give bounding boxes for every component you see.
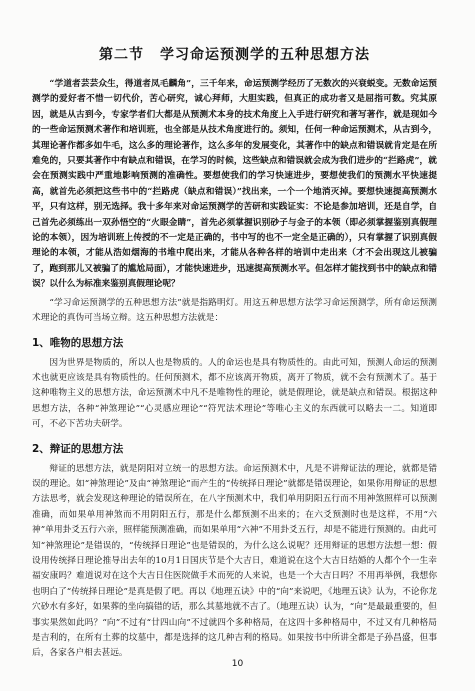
chapter-title <box>32 44 437 64</box>
page-number: 10 <box>231 659 244 669</box>
methods-paragraph: “学习命运预测学的五种思想方法”就是指路明灯。用这五种思想方法学习命运预测学，所有命运预测术理论的真伪可当场立辩。这五种思想方法就是： <box>32 297 437 324</box>
section-heading-dialectical: 2、辩证的思想方法 <box>32 442 124 455</box>
section-title: 学习命运预测学的五种思想方法 <box>160 47 370 63</box>
section-heading-materialist: 1、唯物的思想方法 <box>32 336 124 349</box>
section-text-dialectical: 辩证的思想方法，就是阴阳对立统一的思想方法。命运预测术中，凡是不讲辩证法的理论，就都是错误的理论。如“神煞理论”及由“神煞理论”而产生的“传统择日理论”就都是错误理论，如果你用辩证的思想方法思考，就会发现这种理论的错误所在，在八字预测术中，我们单用阴阳五行而不用神煞照样可以预测准确，而如果单用神煞而不用阴阳五行，那是什么都预测不出来的；在六爻预测时也是这样，不用“六神”单用卦爻五行六亲，照样能预测准确，而如果单用“六神”不用卦爻五行，却是不能进行预测的。由此可知“神煞理论”是错误的，“传统择日理论”也是错误的，为什么这么说呢？还用辩证的思想方法想一想：假设用传统择日理论推导出去年的10月1日国庆节是个大吉日，难道说在这个大吉日结婚的人都个个一生幸福安康吗？难道说对在这个大吉日住医院做手术而死的人来说，也是一个大吉日吗？不用再举例，我想你也明白了“传统择日理论”是真是假了吧。再以《地理五诀》中的“向”来说吧，《地理五诀》认为，不论你龙穴砂水有多好，如果葬的坐向搞错的话，那么其墓地就不吉了。（地理五诀）认为，“向”是最最重要的，但事实果然如此吗？“向”不过有“廿四山向”不过就四个多种格局，在这四十多种格局中，不过又有几种格局是吉利的，在所有土葬的坟墓中，都是选择的这几种吉利的格局。如果按书中所讲全都是子孙昌盛，但事后，各家各户相去甚远。 <box>32 463 437 659</box>
section-number: 第二节 <box>99 47 144 63</box>
intro-paragraph: “学道者芸芸众生，得道者凤毛麟角”，三千年来，命运预测学经历了无数次的兴衰蜕变。无数命运预测学的爱好者不惜一切代价，苦心研究，诚心拜师，大胆实践，但真正的成功者又是屈指可数。究其原因，就是从古到今，专家学者们大都是从预测术本身的技术角度上入手进行研究和著写著作，就是现如今的一些命运预测术著作和培训班，也全部是从技术角度进行的。须知，任何一种命运预测术，从古到今，其理论著作都多如牛毛，这么多的理论著作，这么多年的发展变化，其著作中的缺点和错误就肯定是在所难免的，只要其著作中有缺点和错误，在学习的时候，这些缺点和错误就会成为我们进步的“拦路虎”，就会在预测实践中严重地影响预测的准确性。要想使我们的学习快速进步，要想使我们的预测水平快速提高，就首先必须把这些书中的“拦路虎（缺点和错误）”找出来，一个一个地消灭掉。要想快速提高预测水平，只有这样，别无选择。我十多年来对命运预测学的苦研和实践证实：不论是参加培训，还是自学，自己首先必须练出一双孙悟空的“火眼金睛”，首先必须掌握识别砂子与金子的本领（即必须掌握鉴别真假理论的本领），因为培训班上传授的不一定是正确的，书中写的也不一定全是正确的），只有掌握了识别真假理论的本领，才能从浩如烟海的书堆中爬出来，才能从各种各样的培训中走出来（才不会出现这儿被骗了，跑到那儿又被骗了的尴尬局面），才能快速进步，迅速提高预测水平。但怎样才能找到书中的缺点和错误？以什么为标准来鉴别真假理论呢？ <box>32 79 437 290</box>
section-text-materialist: 因为世界是物质的，所以人也是物质的。人的命运也是具有物质性的。由此可知，预测人命运的预测术也就更应该是具有物质性的。任何预测术，都不应该离开物质，离开了物质，就不会有预测术了。基于这种唯物主义的思想方法，命运预测术中凡不是唯物性的理论，就是假理论，就是缺点和错误。根据这种思想方法，各种“神煞理论”“心灵感应理论”“符咒法术理论”等唯心主义的东西就可以略去一二。知道即可，不必下苦功夫研学。 <box>32 357 437 430</box>
